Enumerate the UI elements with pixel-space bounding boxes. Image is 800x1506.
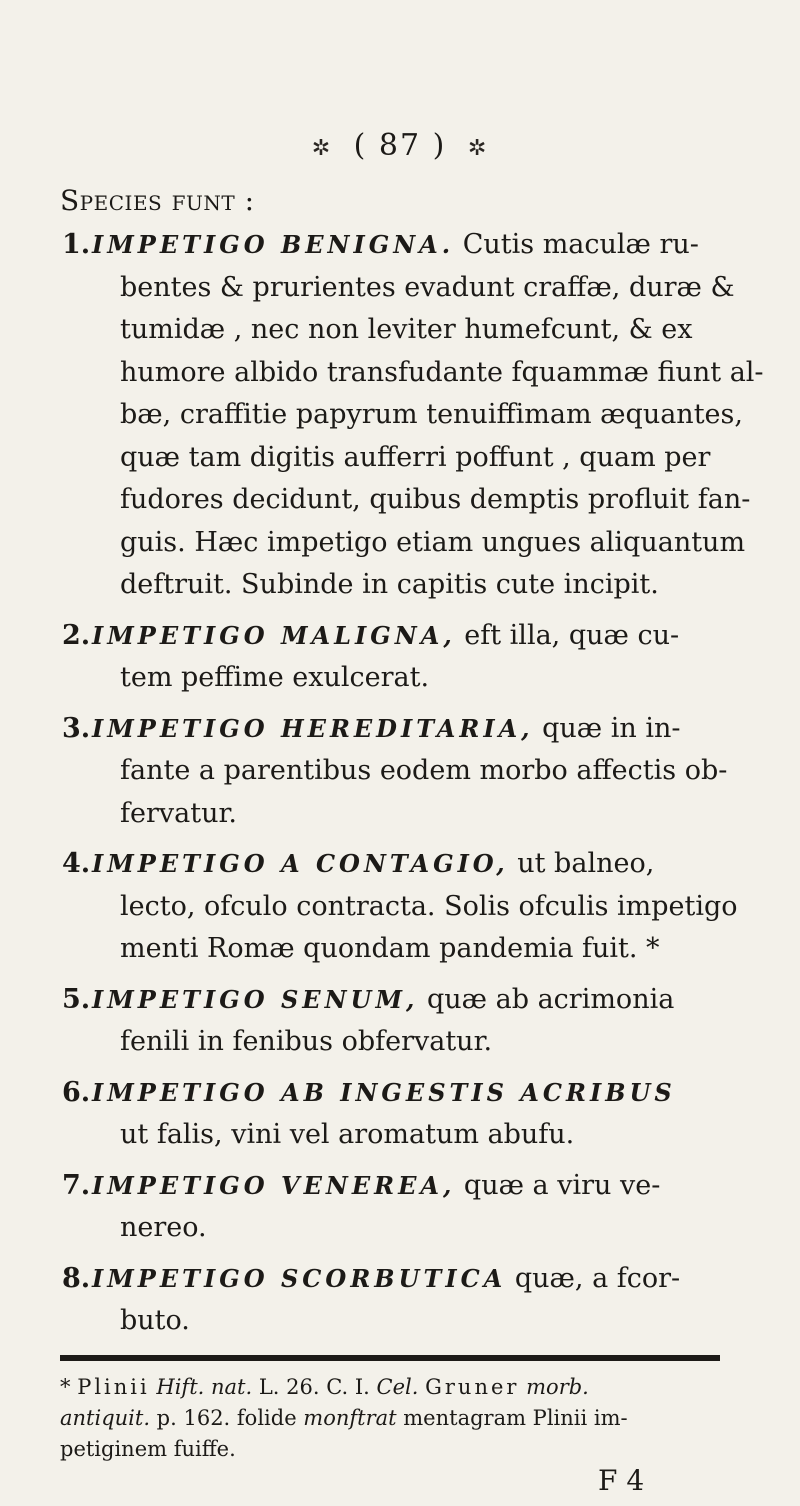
footnote-ref: L. 26. C. I. <box>252 1375 377 1399</box>
footnote-work3: antiquit. <box>60 1406 150 1430</box>
entry-title: IMPETIGO SENUM, <box>92 984 419 1014</box>
entry-number: 3. <box>62 712 91 744</box>
footnote-divider <box>60 1355 720 1361</box>
entry-text-line: quæ, a fcor- <box>506 1262 681 1294</box>
entry-text-line: humore albido transfudante fquammæ fiunt al- <box>120 356 764 388</box>
species-list <box>62 224 764 1351</box>
species-entry <box>62 1165 752 1250</box>
entry-text-line: fenili in fenibus obfervatur. <box>120 1026 493 1057</box>
species-heading: Species funt : <box>60 184 255 217</box>
entry-number: 7. <box>62 1169 91 1201</box>
entry-text-line: quæ in in- <box>533 712 681 744</box>
entry-title: IMPETIGO HEREDITARIA, <box>92 713 534 743</box>
entry-text-line: ut balneo, <box>508 848 655 879</box>
entry-text-line: quæ a viru ve- <box>455 1169 661 1201</box>
page-header <box>0 128 800 163</box>
entry-title: IMPETIGO SCORBUTICA <box>92 1263 507 1293</box>
page-number: ( 87 ) <box>353 128 447 163</box>
entry-text-line: fudores decidunt, quibus demptis profluit fan- <box>120 484 751 515</box>
footnote-author: Plinii <box>77 1375 150 1399</box>
footnote-text: mentagram Plinii im- <box>396 1406 628 1430</box>
species-entry <box>62 615 752 700</box>
entry-text-line: tem peffime exulcerat. <box>120 662 430 693</box>
entry-text-line: deftruit. Subinde in capitis cute incipit. <box>120 569 659 600</box>
entry-text-line: menti Romæ quondam pandemia fuit. * <box>120 933 660 964</box>
signature-mark: F 4 <box>598 1464 645 1497</box>
species-entry <box>62 1258 752 1343</box>
species-entry <box>62 1072 752 1157</box>
entry-text-line: ut falis, vini vel aromatum abufu. <box>120 1119 575 1150</box>
entry-text-line: nereo. <box>120 1212 207 1243</box>
species-entry <box>62 979 752 1064</box>
entry-text-line: guis. Hæc impetigo etiam ungues aliquantum <box>120 526 746 558</box>
footnote-marker: * <box>60 1375 71 1399</box>
entry-text-line: fervatur. <box>120 797 237 829</box>
ornament-left-icon: ✲ <box>311 136 333 161</box>
entry-number: 1. <box>62 229 91 260</box>
species-entry <box>62 843 752 971</box>
entry-text-line: bæ, craffitie papyrum tenuiffimam æquantes, <box>120 399 743 430</box>
species-entry <box>62 708 752 836</box>
entry-title: IMPETIGO MALIGNA, <box>92 620 456 650</box>
entry-number: 8. <box>62 1262 91 1294</box>
ornament-right-icon: ✲ <box>467 136 489 161</box>
entry-text-line: eft illa, quæ cu- <box>455 619 680 651</box>
entry-title: IMPETIGO A CONTAGIO, <box>92 849 509 878</box>
footnote-monstrat: monftrat <box>303 1406 397 1430</box>
footnote-cel: Cel. <box>376 1375 419 1399</box>
entry-text-line: lecto, ofculo contracta. Solis ofculis impetigo <box>120 890 738 922</box>
entry-text-line: quæ tam digitis aufferri poffunt , quam per <box>120 441 711 473</box>
footnote-work: Hift. nat. <box>156 1375 253 1399</box>
footnote-text: petiginem fuiffe. <box>60 1437 236 1461</box>
species-entry <box>62 224 764 607</box>
entry-title: IMPETIGO VENEREA, <box>92 1170 456 1200</box>
entry-number: 5. <box>62 983 91 1015</box>
footnote <box>60 1372 720 1465</box>
footnote-text: p. 162. folide <box>150 1406 304 1430</box>
entry-number: 4. <box>62 848 91 879</box>
footnote-work2: morb. <box>526 1375 589 1399</box>
entry-text-line: fante a parentibus eodem morbo affectis ob- <box>120 755 728 786</box>
entry-text-line: bentes & prurientes evadunt craffæ, duræ & <box>120 271 735 303</box>
entry-text-line: Cutis maculæ ru- <box>454 229 699 260</box>
entry-text-line: buto. <box>120 1305 190 1336</box>
entry-number: 2. <box>62 619 91 651</box>
entry-text-line: quæ ab acrimonia <box>418 983 675 1015</box>
entry-title: IMPETIGO BENIGNA. <box>92 230 455 259</box>
entry-title: IMPETIGO AB INGESTIS ACRIBUS <box>92 1077 676 1107</box>
entry-number: 6. <box>62 1076 91 1108</box>
entry-text-line: tumidæ , nec non leviter humefcunt, & ex <box>120 314 693 345</box>
footnote-name: Gruner <box>425 1375 520 1399</box>
